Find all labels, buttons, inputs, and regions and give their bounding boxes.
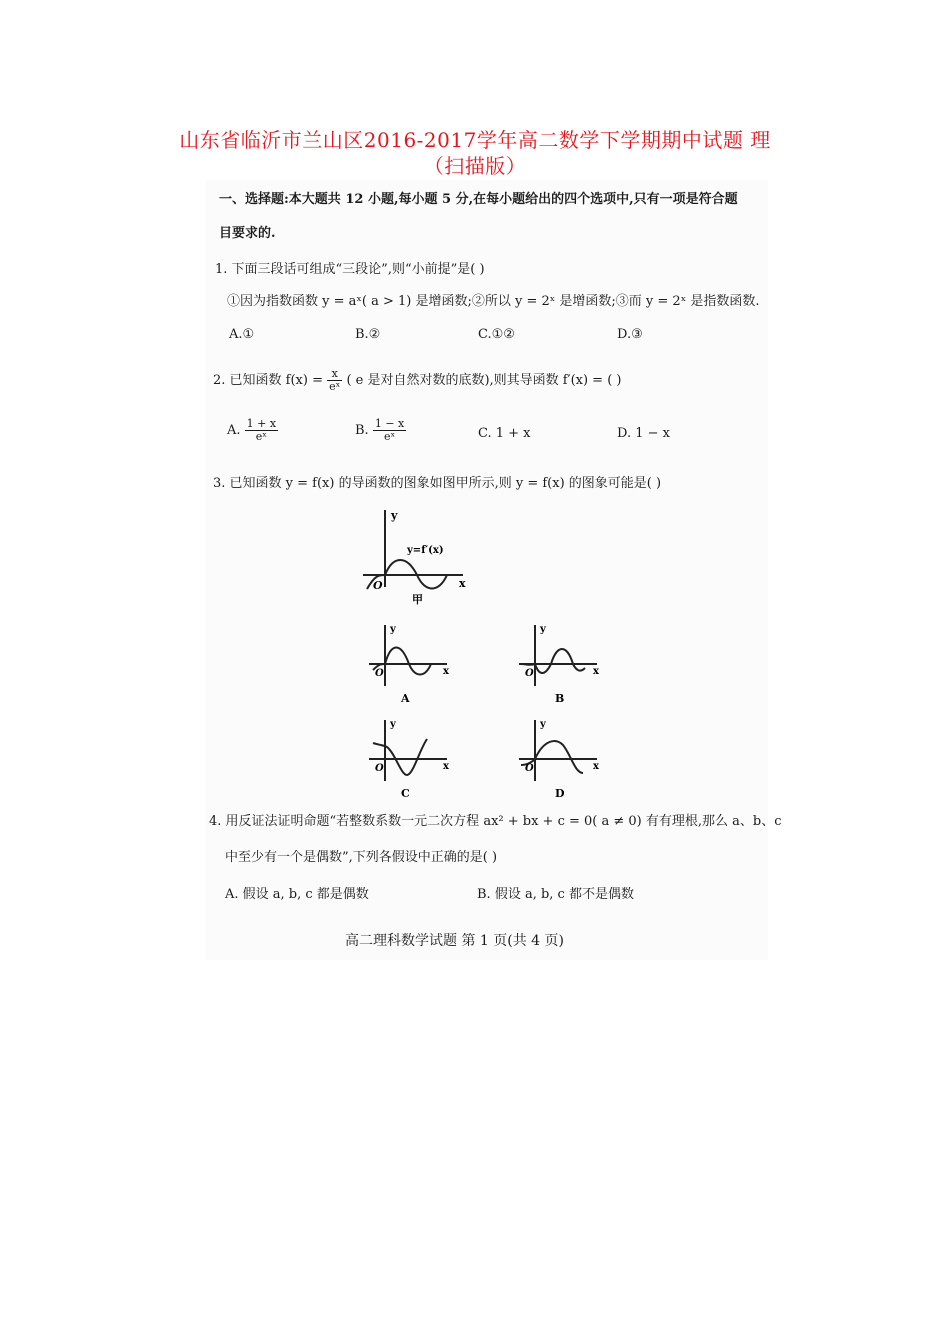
q3-main-graph <box>355 505 475 605</box>
origin-label: O <box>525 763 534 774</box>
q2-frac-num: x <box>327 368 342 381</box>
y-axis-label: y <box>390 719 396 730</box>
q2-option-a-den: eˣ <box>255 430 267 443</box>
graph-caption: D <box>555 787 565 800</box>
q2-option-d: D. 1 − x <box>617 426 670 441</box>
q1-option-d: D.③ <box>617 327 643 342</box>
q3-graph-d <box>515 715 605 801</box>
q3-graph-b <box>515 620 605 706</box>
q3-stem: 3. 已知函数 y = f(x) 的导函数的图象如图甲所示,则 y = f(x) 的图象可能是( ) <box>213 476 662 491</box>
q2-option-a-fraction <box>245 418 278 443</box>
q2-frac-den: eˣ <box>329 380 341 393</box>
section-heading-cont: 目要求的. <box>219 226 276 241</box>
q1-option-c: C.①② <box>478 327 515 342</box>
q1-statement: ①因为指数函数 y = aˣ( a > 1) 是增函数;②所以 y = 2ˣ 是增函数;③而 y = 2ˣ 是指数函数. <box>227 294 760 309</box>
curve-label: y=f′(x) <box>407 545 444 556</box>
q1-stem: 1. 下面三段话可组成“三段论”,则“小前提”是( ) <box>215 262 485 277</box>
y-axis-label: y <box>390 624 396 635</box>
q2-stem-suffix: ( e 是对自然对数的底数),则其导函数 f′(x) = ( ) <box>346 373 622 388</box>
q2-option-a-num: 1 + x <box>246 417 277 430</box>
q2-stem-prefix: 2. 已知函数 f(x) = <box>213 373 323 388</box>
origin-label: O <box>525 668 534 679</box>
q2-option-b-label: B. <box>355 423 369 438</box>
document-title: 山东省临沂市兰山区2016-2017学年高二数学下学期期中试题 理 <box>179 128 771 152</box>
q2-option-b-num: 1 − x <box>374 417 405 430</box>
document-subtitle: （扫描版） <box>423 154 527 178</box>
x-axis-label: x <box>459 577 466 590</box>
q4-stem: 4. 用反证法证明命题“若整数系数一元二次方程 ax² + bx + c = 0( a ≠ 0) 有有理根,那么 a、b、c <box>209 814 782 829</box>
graph-caption: C <box>401 787 410 800</box>
q2-stem <box>213 368 621 393</box>
q2-option-a-label: A. <box>227 423 241 438</box>
page-footer: 高二理科数学试题 第 1 页(共 4 页) <box>345 933 564 949</box>
q3-graph-c <box>365 715 455 801</box>
q2-option-c: C. 1 + x <box>478 426 531 441</box>
y-axis-label: y <box>540 719 546 730</box>
x-axis-label: x <box>443 666 449 677</box>
x-axis-label: x <box>593 761 599 772</box>
graph-caption: B <box>555 692 565 705</box>
origin-label: O <box>375 668 384 679</box>
origin-label: O <box>375 763 384 774</box>
graph-caption: 甲 <box>412 593 423 605</box>
q3-graph-a <box>365 620 455 706</box>
scanned-page <box>205 180 782 960</box>
q4-option-a: A. 假设 a, b, c 都是偶数 <box>225 887 369 902</box>
q2-option-a <box>227 418 278 443</box>
x-axis-label: x <box>593 666 599 677</box>
q1-option-b: B.② <box>355 327 381 342</box>
section-heading: 一、选择题:本大题共 12 小题,每小题 5 分,在每小题给出的四个选项中,只有一项是符合题 <box>219 192 738 207</box>
q2-fraction <box>327 368 342 393</box>
q4-stem-cont: 中至少有一个是偶数”,下列各假设中正确的是( ) <box>225 850 498 865</box>
q2-option-b-fraction <box>373 418 406 443</box>
y-axis-label: y <box>540 624 546 635</box>
q2-option-b <box>355 418 406 443</box>
origin-label: O <box>373 579 383 592</box>
y-axis-label: y <box>391 509 398 522</box>
graph-caption: A <box>401 692 410 705</box>
q4-option-b: B. 假设 a, b, c 都不是偶数 <box>477 887 634 902</box>
q2-option-b-den: eˣ <box>383 430 396 443</box>
q1-option-a: A.① <box>229 327 255 342</box>
x-axis-label: x <box>443 761 449 772</box>
